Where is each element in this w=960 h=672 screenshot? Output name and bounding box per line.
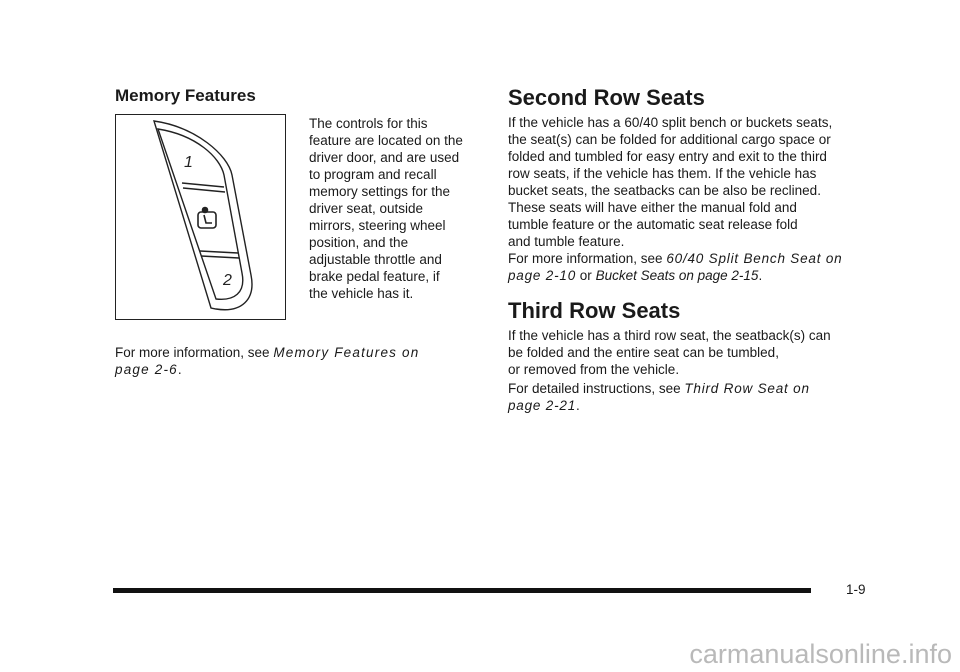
- text-line: be folded and the entire seat can be tumbled,: [508, 345, 779, 360]
- text-line: to program and recall: [309, 167, 437, 182]
- reference-suffix: .: [576, 398, 580, 413]
- text-line: folded and tumbled for easy entry and exit to the third: [508, 149, 827, 164]
- reference-suffix: .: [177, 362, 182, 377]
- text-line: mirrors, steering wheel: [309, 218, 446, 233]
- second-row-seats-reference: [508, 250, 868, 284]
- text-line: the vehicle has it.: [309, 286, 414, 301]
- text-line: These seats will have either the manual fold and: [508, 200, 797, 215]
- button-2-label: 2: [223, 272, 232, 289]
- text-line: driver door, and are used: [309, 150, 460, 165]
- text-line: brake pedal feature, if: [309, 269, 440, 284]
- second-row-seats-body: [508, 114, 878, 250]
- text-line: If the vehicle has a 60/40 split bench or buckets seats,: [508, 115, 833, 130]
- bucket-seats-link[interactable]: Bucket Seats on page 2-15: [595, 268, 759, 283]
- text-line: bucket seats, the seatbacks can be also be reclined.: [508, 183, 821, 198]
- footer-rule: [113, 588, 811, 593]
- third-row-seats-heading: Third Row Seats: [508, 298, 681, 323]
- text-line: memory settings for the: [309, 184, 451, 199]
- text-line: or removed from the vehicle.: [508, 362, 680, 377]
- memory-features-heading: Memory Features: [115, 86, 256, 105]
- memory-buttons-illustration: [115, 114, 286, 320]
- third-row-seats-body: [508, 327, 878, 378]
- memory-features-description: [309, 115, 489, 302]
- reference-prefix: For more information, see: [508, 251, 663, 266]
- memory-buttons-drawing: [116, 115, 284, 318]
- third-row-seat-link[interactable]: Third Row Seat on page 2-21: [508, 381, 810, 413]
- text-line: row seats, if the vehicle has them. If the vehicle has: [508, 166, 817, 181]
- seat-memory-icon: [198, 208, 216, 229]
- reference-or: or: [579, 268, 592, 283]
- watermark: carmanualsonline.info: [689, 639, 952, 669]
- split-bench-seat-link[interactable]: 60/40 Split Bench Seat on page 2-10: [508, 251, 843, 283]
- text-line: adjustable throttle and: [309, 252, 442, 267]
- text-line: the seat(s) can be folded for additional cargo space or: [508, 132, 831, 147]
- page-number: 1-9: [846, 582, 866, 597]
- second-row-seats-heading: Second Row Seats: [508, 85, 705, 110]
- button-1-label: 1: [184, 154, 193, 171]
- text-line: If the vehicle has a third row seat, the seatback(s) can: [508, 328, 831, 343]
- reference-suffix: .: [758, 268, 763, 283]
- text-line: position, and the: [309, 235, 409, 250]
- memory-features-reference: [115, 344, 455, 378]
- text-line: The controls for this: [309, 116, 428, 131]
- text-line: feature are located on the: [309, 133, 463, 148]
- text-line: tumble feature or the automatic seat release fold: [508, 217, 798, 232]
- third-row-seats-reference: [508, 380, 838, 414]
- reference-prefix: For more information, see: [115, 345, 270, 360]
- memory-features-link[interactable]: Memory Features on page 2-6: [115, 345, 420, 377]
- text-line: and tumble feature.: [508, 234, 625, 249]
- reference-prefix: For detailed instructions, see: [508, 381, 681, 396]
- text-line: driver seat, outside: [309, 201, 424, 216]
